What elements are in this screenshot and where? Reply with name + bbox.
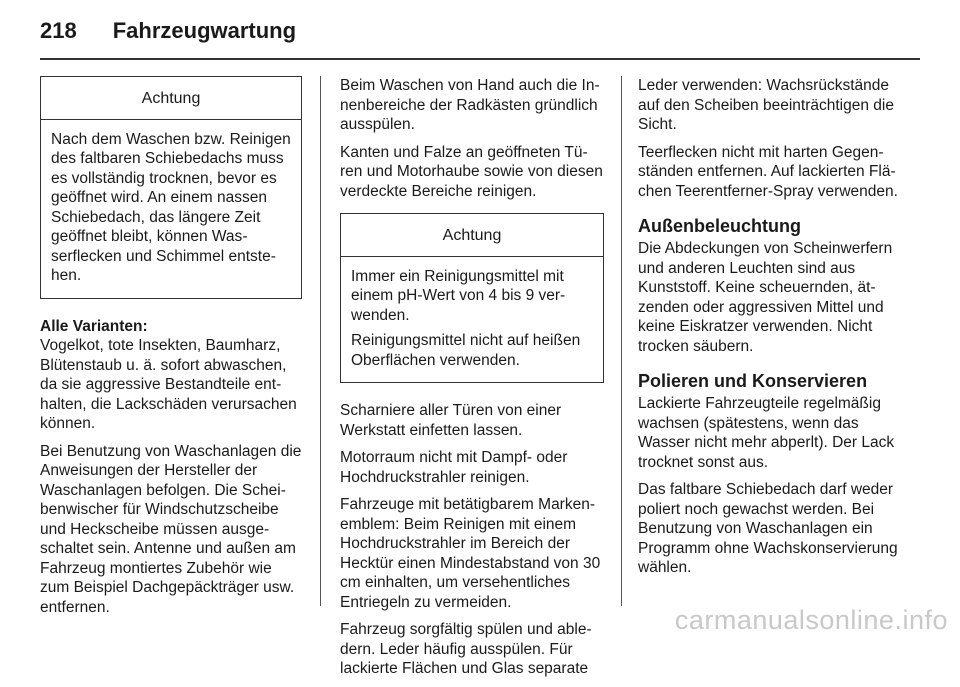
paragraph: Scharniere aller Türen von einer Werkstatt einfetten lassen. [340, 402, 562, 439]
header-rule [40, 58, 920, 60]
paragraph: Das faltbare Schiebedach darf weder poliert noch gewachst werden. Bei Benutzung von Waschanlagen ein Programm ohne Wachskonservierung wählen. [638, 481, 898, 576]
page-title: Fahrzeugwartung [112, 18, 297, 43]
warning-body [341, 257, 603, 383]
column-divider-2 [621, 76, 622, 606]
paragraph: Teerflecken nicht mit harten Gegenständen entfernen. Auf lackierten Flächen Teerentferner-Spray verwenden. [638, 143, 898, 200]
paragraph: Motorraum nicht mit Dampf- oder Hochdruckstrahler reinigen. [340, 449, 568, 486]
page-header [40, 18, 296, 44]
warning-title: Achtung [341, 214, 603, 257]
watermark: carmanualsonline.info [674, 605, 948, 635]
column-2 [340, 76, 604, 687]
section-heading-exterior-lighting: Außenbeleuchtung [638, 216, 801, 236]
paragraph: Die Abdeckungen von Scheinwerfern und anderen Leuchten sind aus Kunststoff. Keine scheuernden, ätzenden oder aggressiven Mittel und keine Eiskratzer verwenden. Nicht trocken säubern. [638, 240, 893, 355]
paragraph: Beim Waschen von Hand auch die Innenbereiche der Radkästen gründlich ausspülen. [340, 77, 600, 133]
warning-text: Reinigungsmittel nicht auf heißen Oberflächen verwenden. [351, 332, 581, 369]
paragraph: Leder verwenden: Wachsrückstände auf den Scheiben beeinträchtigen die Sicht. [638, 77, 894, 133]
paragraph: Vogelkot, tote Insekten, Baumharz, Blütenstaub u. ä. sofort abwaschen, da sie aggressive Bestandteile enthalten, die Lackschäden verursachen können. [40, 337, 297, 432]
paragraph: Fahrzeuge mit betätigbarem Markenemblem: Beim Reinigen mit einem Hochdruckstrahler im Bereich der Hecktür einen Mindestabstand von 30 cm einhalten, um versehentliches Entriegeln zu vermeiden. [340, 496, 601, 611]
paragraph: Fahrzeug sorgfältig spülen und abledern. Leder häufig ausspülen. Für lackierte Flächen und Glas separate [340, 621, 592, 677]
page-number: 218 [40, 18, 77, 43]
column-1 [40, 76, 302, 625]
warning-body [41, 120, 301, 298]
warning-text: Nach dem Waschen bzw. Reinigen des faltbaren Schiebedachs muss es vollständig trocknen, bevor es geöffnet wird. An einem nassen Schiebedach, das längere Zeit geöffnet bleibt, können Wasserflecken und Schimmel entstehen. [51, 130, 291, 284]
section-heading-polishing: Polieren und Konservieren [638, 371, 868, 391]
paragraph: Lackierte Fahrzeugteile regelmäßig wachsen (spätestens, wenn das Wasser nicht mehr abperlt). Der Lack trocknet sonst aus. [638, 395, 895, 471]
paragraph: Bei Benutzung von Waschanlagen die Anweisungen der Hersteller der Waschanlagen befolgen. Die Scheibenwischer für Windschutzscheibe und Heckscheibe müssen ausgeschaltet sein. Antenne und außen am Fahrzeug montiertes Zubehör wie zum Beispiel Dachgepäckträger usw. entfernen. [40, 442, 302, 616]
column-3 [638, 76, 904, 586]
column-divider-1 [320, 76, 321, 606]
warning-box [40, 76, 302, 299]
subheading-all-variants: Alle Varianten: [40, 317, 148, 335]
warning-text: Immer ein Reinigungsmittel mit einem pH-Wert von 4 bis 9 verwenden. [351, 267, 566, 324]
warning-title: Achtung [41, 77, 301, 120]
warning-box [340, 213, 604, 383]
paragraph: Kanten und Falze an geöffneten Türen und Motorhaube sowie von diesen verdeckte Bereiche reinigen. [340, 143, 603, 200]
